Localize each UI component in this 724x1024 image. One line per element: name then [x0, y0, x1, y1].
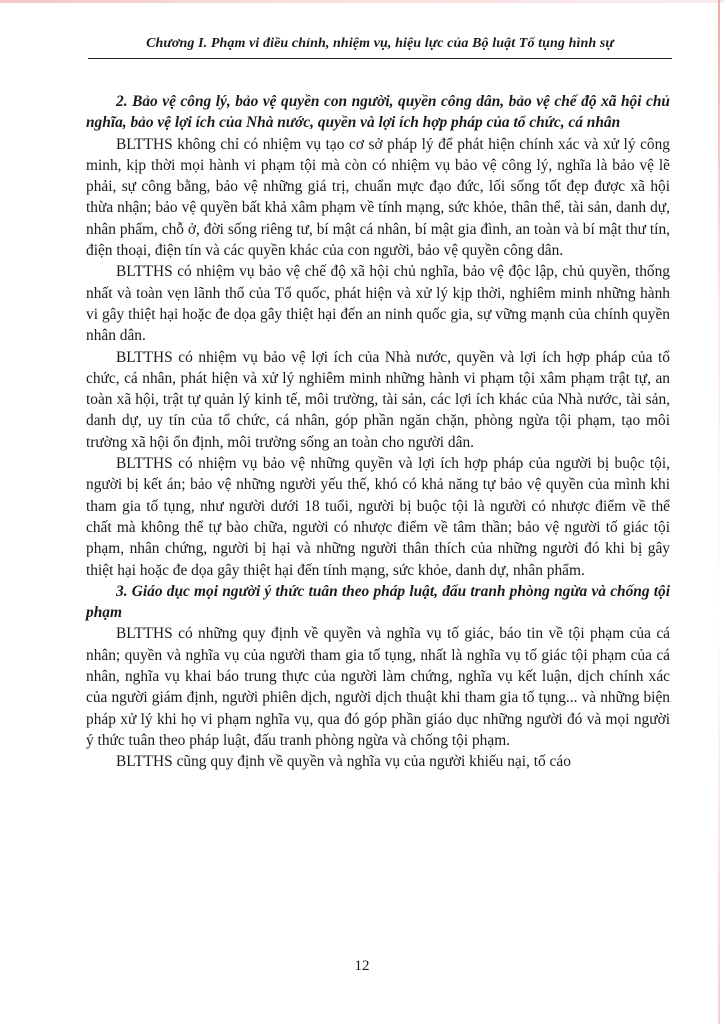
paragraph: BLTTHS không chỉ có nhiệm vụ tạo cơ sở pháp lý để phát hiện chính xác và xử lý công minh, kịp thời mọi hành vi phạm tội mà còn có nhiệm vụ bảo vệ công lý, nghĩa là bảo vệ lẽ phải, sự công bằng, bảo vệ những giá trị, chuẩn mực đạo đức, lối sống tốt đẹp được xã hội thừa nhận; bảo vệ quyền bất khả xâm phạm về tính mạng, sức khỏe, thân thể, tài sản, danh dự, nhân phẩm, chỗ ở, đời sống riêng tư, bí mật cá nhân, bí mật gia đình, an toàn và bí mật thư tín, điện thoại, điện tín và các quyền khác của con người, bảo vệ quyền công dân.	[86, 135, 670, 260]
section-heading-2: 2. Bảo vệ công lý, bảo vệ quyền con người, quyền công dân, bảo vệ chế độ xã hội chủ nghĩa, bảo vệ lợi ích của Nhà nước, quyền và lợi ích hợp pháp của tổ chức, cá nhân	[86, 93, 670, 132]
running-header: Chương I. Phạm vi điều chỉnh, nhiệm vụ, hiệu lực của Bộ luật Tố tụng hình sự	[146, 36, 614, 51]
paragraph: BLTTHS cũng quy định về quyền và nghĩa vụ của người khiếu nại, tố cáo	[116, 753, 571, 771]
paragraph: BLTTHS có những quy định về quyền và nghĩa vụ tố giác, báo tin về tội phạm của cá nhân; quyền và nghĩa vụ của người tham gia tố tụng, nhất là nghĩa vụ tố giác tội phạm của cá nhân, nghĩa vụ khai báo trung thực của người làm chứng, nghĩa vụ kết luận, dịch chính xác của người giám định, người phiên dịch, người dịch thuật khi tham gia tố tụng... và những biện pháp xử lý khi họ vi phạm nghĩa vụ, qua đó góp phần giáo dục những người đó và mọi người ý thức tuân theo pháp luật, đấu tranh phòng ngừa và chống tội phạm.	[86, 625, 670, 749]
header-rule	[88, 58, 672, 59]
paragraph: BLTTHS có nhiệm vụ bảo vệ lợi ích của Nhà nước, quyền và lợi ích hợp pháp của tổ chức, cá nhân, phát hiện và xử lý nghiêm minh những hành vi phạm tội xâm phạm trật tự, an toàn xã hội, trật tự quản lý kinh tế, môi trường, tài sản, các lợi ích khác của Nhà nước, tài sản, danh dự, uy tín của tổ chức, cá nhân, góp phần ngăn chặn, phòng ngừa tội phạm, tạo môi trường xã hội ổn định, môi trường sống an toàn cho người dân.	[86, 348, 670, 451]
page-right-edge	[718, 0, 720, 1024]
paragraph: BLTTHS có nhiệm vụ bảo vệ những quyền và lợi ích hợp pháp của người bị buộc tội, người bị kết án; bảo vệ những người yếu thế, khó có khả năng tự bảo vệ quyền của mình khi tham gia tố tụng, như người dưới 18 tuổi, người bị buộc tội là người có nhược điểm về thể chất mà không thể tự bào chữa, người có nhược điểm về tâm thần; bảo vệ người tố giác tội phạm, nhân chứng, người bị hại và những người thân thích của những người đó khi bị gây thiệt hại hoặc đe dọa gây thiệt hại đến tính mạng, sức khỏe, danh dự, nhân phẩm.	[86, 455, 670, 579]
page-top-edge	[0, 0, 724, 3]
section-heading-3: 3. Giáo dục mọi người ý thức tuân theo pháp luật, đấu tranh phòng ngừa và chống tội phạm	[86, 582, 670, 622]
body-text	[86, 91, 670, 773]
paragraph: BLTTHS có nhiệm vụ bảo vệ chế độ xã hội chủ nghĩa, bảo vệ độc lập, chủ quyền, thống nhất và toàn vẹn lãnh thổ của Tổ quốc, phát hiện và xử lý kịp thời, nghiêm minh những hành vi gây thiệt hại hoặc đe dọa gây thiệt hại đến an ninh quốc gia, sự vững mạnh của chính quyền nhân dân.	[86, 263, 670, 345]
page-number: 12	[354, 958, 370, 974]
